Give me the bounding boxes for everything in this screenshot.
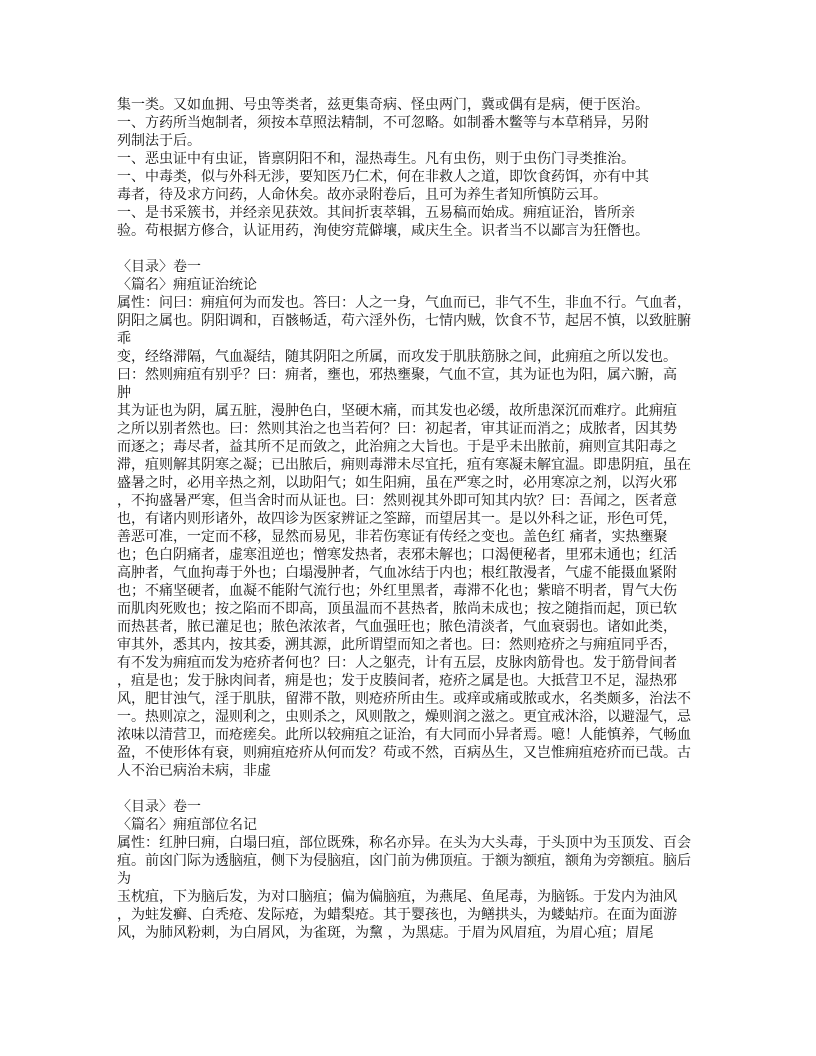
text-line: 一、方药所当炮制者，须按本草照法精制，不可忽略。如制番木鳖等与本草稍异，另附 [117,115,649,131]
text-line: 人不治已病治未病，非虚 [117,763,271,779]
document-page [117,96,717,942]
blank-line [117,240,717,258]
text-line: 集一类。又如血拥、号虫等类者，兹更集奇病、怪虫两门，冀或偶有是病，便于医治。 [117,97,649,113]
text-line: 验。苟根据方修合，认证用药，洵使穷荒僻壤，咸庆生全。识者当不以鄙言为狂僭也。 [117,223,649,239]
text-line: 而热甚者，脓已灌足也；脓色浓浓者，气血强旺也；脓色清淡者，气血衰弱也。诸如此类， [117,619,677,635]
text-line: 其为证也为阴，属五脏，漫肿色白，坚硬木痛，而其发也必缓，故所患深沉而难疗。此痈疽 [117,403,677,419]
text-line: 有不发为痈疽而发为疮疥者何也？曰：人之躯壳，计有五层，皮脉肉筋骨也。发于筋骨间者 [117,655,677,671]
text-line: 盛暑之时，必用辛热之剂，以助阳气；如生阳痈，虽在严寒之时，必用寒凉之剂，以泻火邪 [117,475,677,491]
text-line: 曰：然则痈疽有别乎？曰：痈者，壅也，邪热壅聚，气血不宣，其为证也为阳，属六腑，高 [117,367,677,383]
text-line: ，不拘盛暑严寒，但当舍时而从证也。曰：然则视其外即可知其内欤？曰：吾闻之，医者意 [117,493,677,509]
text-line: 浓味以清营卫，而疮瘥矣。此所以较痈疽之证治，有大同而小异者焉。噫！人能慎养，气畅血 [117,727,691,743]
text-line: 玉枕疽，下为脑后发，为对口脑疽；偏为偏脑疽，为燕尾、鱼尾毒，为脑铄。于发内为油风 [117,889,677,905]
text-line: 高肿者，气血拘毒于外也；白塌漫肿者，气血冰结于内也；根红散漫者，气虚不能摄血紧附 [117,565,677,581]
text-line: ，为蛀发癣、白秃疮、发际疮，为蜡梨疮。其于婴孩也，为鳝拱头，为蝼蛄疖。在面为面游 [117,907,677,923]
text-line: 审其外，悉其内，按其委，溯其源，此所谓望而知之者也。曰：然则疮疥之与痈疽同乎否， [117,637,677,653]
text-line: 之所以别者然也。曰：然则其治之也当若何？曰：初起者，审其证而消之；成脓者，因其势 [117,421,677,437]
text-line: 一。热则凉之，湿则利之，虫则杀之，风则散之，燥则润之滋之。更宜戒沐浴，以避湿气，忌 [117,709,691,725]
text-line: 疽。前囟门际为透脑疽，侧下为侵脑疽，囟门前为佛顶疽。于额为额疽，额角为旁额疽。脑后 [117,853,691,869]
text-line: 而逐之；毒尽者，益其所不足而敛之，此治痈之大旨也。于是乎未出脓前，痈则宣其阳毒之 [117,439,677,455]
text-line: 风，为肺风粉刺，为白屑风，为雀斑，为黧 ，为黑痣。于眉为风眉疽，为眉心疽；眉尾 [117,925,654,941]
text-line: 〈目录〉卷一 [117,799,201,815]
text-line: 列制法于后。 [117,133,201,149]
text-line: 肿 [117,385,131,401]
text-line: 乖 [117,331,131,347]
text-line: 滞，疽则解其阴寒之凝；已出脓后，痈则毒滞未尽宜托，疽有寒凝未解宜温。即患阴疽，虽在 [117,457,691,473]
text-line: 善恶可准，一定而不移，显然而易见，非若伤寒证有传经之变也。盖色红 痛者，实热壅聚 [117,529,668,545]
text-line: 也；色白阴痛者，虚寒沮逆也；憎寒发热者，表邪未解也；口渴便秘者，里邪未通也；红活 [117,547,677,563]
text-line: 风，肥甘浊气，淫于肌肤，留滞不散，则疮疥所由生。或痒或痛或脓或水，名类颇多，治法不 [117,691,691,707]
text-line: 一、恶虫证中有虫证，皆禀阴阳不和，湿热毒生。凡有虫伤，则于虫伤门寻类推治。 [117,151,635,167]
text-line: 也，有诸内则形诸外，故四诊为医家辨证之筌蹄，而望居其一。是以外科之证，形色可凭， [117,511,677,527]
text-line: 一、是书采簇书，并经亲见获效。其间折衷萃辑，五易稿而始成。痈疽证治，皆所亲 [117,205,635,221]
text-line: 为 [117,871,131,887]
text-line: 〈目录〉卷一 [117,259,201,275]
text-line: 而肌肉死败也；按之陷而不即高，顶虽温而不甚热者，脓尚未成也；按之随指而起，顶已软 [117,601,677,617]
text-line: 阴阳之属也。阴阳调和，百骸畅适，苟六淫外伤，七情内贼，饮食不节，起居不慎，以致脏腑 [117,313,691,329]
text-line: 一、中毒类，似与外科无涉，要知医乃仁术，何在非救人之道，即饮食药饵，亦有中其 [117,169,649,185]
text-line: 盈，不使形体有衰，则痈疽疮疥从何而发？苟或不然，百病丛生，又岂惟痈疽疮疥而已哉。古 [117,745,691,761]
text-line: 属性：红肿曰痈，白塌曰疽，部位既殊，称名亦异。在头为大头毒，于头顶中为玉顶发、百会 [117,835,691,851]
text-line: 〈篇名〉痈疽部位名记 [117,817,257,833]
text-line: ，疽是也；发于脉肉间者，痈是也；发于皮腠间者，疮疥之属是也。大抵营卫不足，湿热邪 [117,673,677,689]
blank-line [117,780,717,798]
text-line: 变，经络滞隔，气血凝结，随其阴阳之所属，而攻发于肌肤筋脉之间，此痈疽之所以发也。 [117,349,677,365]
text-line: 也；不痛坚硬者，血凝不能附气流行也；外红里黑者，毒滞不化也；紫暗不明者，胃气大伤 [117,583,677,599]
text-line: 属性：问曰：痈疽何为而发也。答曰：人之一身，气血而已，非气不生，非血不行。气血者， [117,295,691,311]
text-line: 〈篇名〉痈疽证治统论 [117,277,257,293]
text-line: 毒者，待及求方问药，人命休矣。故亦录附卷后，且可为养生者知所慎防云耳。 [117,187,607,203]
